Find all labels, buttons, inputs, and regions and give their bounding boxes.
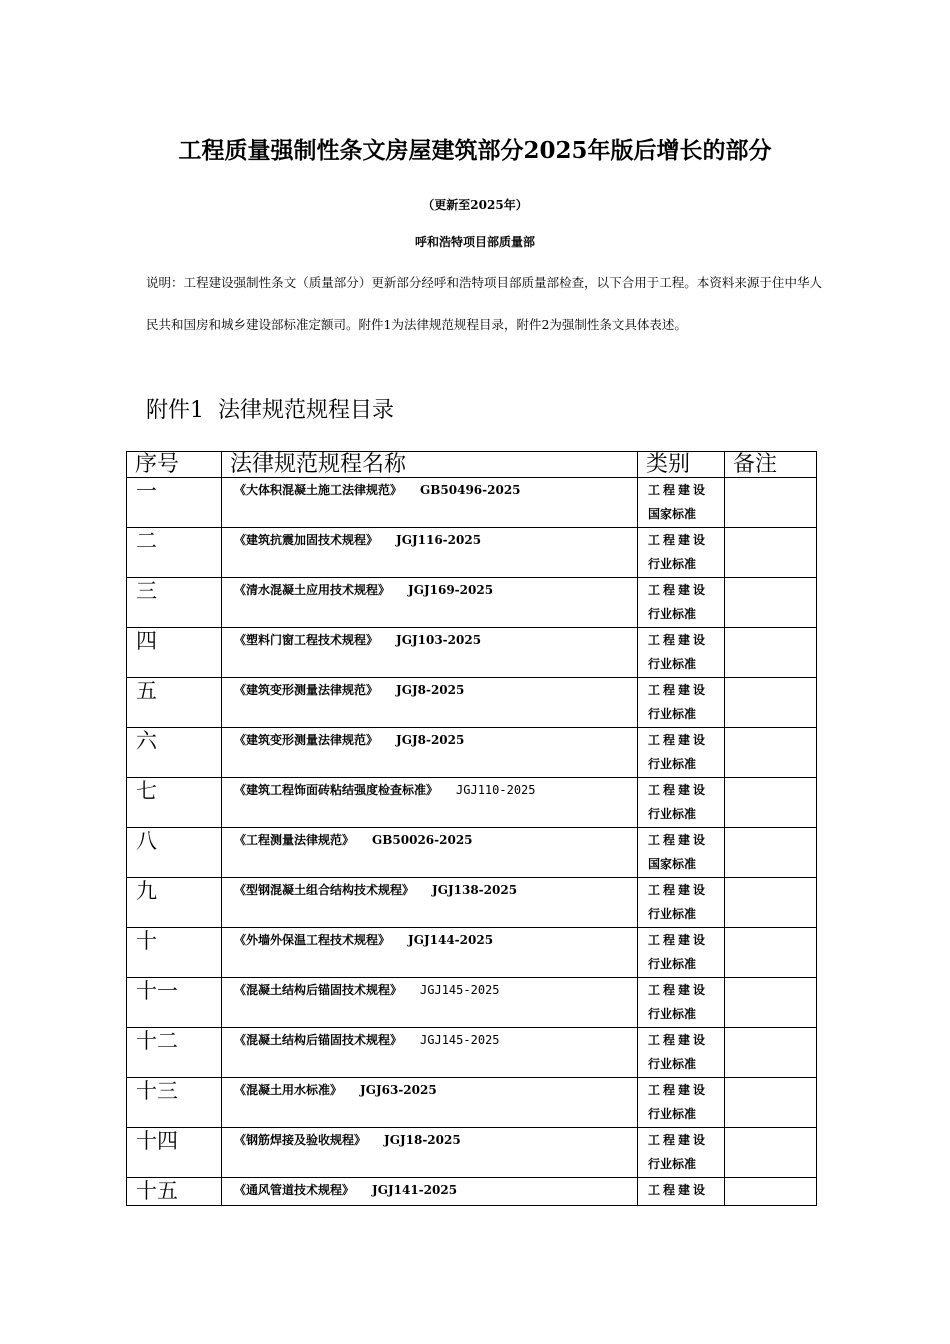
category-cell: [638, 678, 725, 728]
category-line-2: 行业标准: [648, 557, 697, 571]
regulation-code: JGJ8-2025: [396, 683, 465, 697]
description-note: 说明：工程建设强制性条文（质量部分）更新部分经呼和浩特项目部质量部检查，以下合用于工程。本资料来源于住中华人民共和国房和城乡建设部标准定额司。附件1为法律规范规程目录，附件2为强制性条文具体表述。: [146, 275, 822, 332]
regulation-code: JGJ144-2025: [408, 933, 494, 947]
organization-name: 呼和浩特项目部质量部: [414, 235, 535, 249]
table-row: [127, 1178, 817, 1206]
category-line-1: 工程建设: [648, 633, 709, 647]
regulation-code: JGJ63-2025: [360, 1083, 437, 1097]
regulation-code: JGJ145-2025: [420, 983, 500, 997]
regulation-name: 《外墙外保温工程技术规程》: [234, 933, 391, 947]
category-cell: [638, 878, 725, 928]
table-row: [127, 728, 817, 778]
category-cell: [638, 1178, 725, 1206]
document-subtitle: （更新至2025年）: [422, 198, 528, 212]
remark-cell: [725, 528, 817, 578]
regulation-name-cell: [222, 778, 638, 828]
remark-cell: [725, 778, 817, 828]
category-line-2: 国家标准: [648, 857, 697, 871]
regulation-name-cell: [222, 528, 638, 578]
remark-cell: [725, 1128, 817, 1178]
table-row: [127, 478, 817, 528]
category-cell: [638, 628, 725, 678]
remark-cell: [725, 928, 817, 978]
row-number: 四: [127, 628, 222, 678]
table-row: [127, 1078, 817, 1128]
regulation-name: 《钢筋焊接及验收规程》: [234, 1133, 367, 1147]
row-number: 五: [127, 678, 222, 728]
regulation-name-cell: [222, 978, 638, 1028]
category-cell: [638, 528, 725, 578]
category-line-1: 工程建设: [648, 1083, 709, 1097]
category-cell: [638, 778, 725, 828]
table-row: [127, 1128, 817, 1178]
regulation-table: [126, 451, 817, 1206]
table-row: [127, 678, 817, 728]
regulation-code: JGJ18-2025: [384, 1133, 461, 1147]
category-line-2: 行业标准: [648, 807, 697, 821]
category-line-2: 国家标准: [648, 507, 697, 521]
header-no: 序号: [127, 452, 222, 478]
category-line-2: 行业标准: [648, 607, 697, 621]
regulation-name: 《型钢混凝土组合结构技术规程》: [234, 883, 415, 897]
row-number: 十三: [127, 1078, 222, 1128]
category-cell: [638, 928, 725, 978]
regulation-name-cell: [222, 928, 638, 978]
regulation-name: 《混凝土用水标准》: [234, 1083, 343, 1097]
regulation-name-cell: [222, 878, 638, 928]
table-body: [127, 478, 817, 1206]
row-number: 三: [127, 578, 222, 628]
category-line-2: 行业标准: [648, 1007, 697, 1021]
category-cell: [638, 1028, 725, 1078]
category-cell: [638, 478, 725, 528]
regulation-name: 《工程测量法律规范》: [234, 833, 355, 847]
remark-cell: [725, 1178, 817, 1206]
category-line-2: 行业标准: [648, 1057, 697, 1071]
row-number: 二: [127, 528, 222, 578]
category-line-1: 工程建设: [648, 483, 709, 497]
remark-cell: [725, 978, 817, 1028]
row-number: 九: [127, 878, 222, 928]
regulation-code: JGJ145-2025: [420, 1033, 500, 1047]
annex-label: 附件1: [146, 398, 204, 423]
table-row: [127, 978, 817, 1028]
row-number: 六: [127, 728, 222, 778]
remark-cell: [725, 878, 817, 928]
category-line-1: 工程建设: [648, 1033, 709, 1047]
regulation-code: JGJ103-2025: [396, 633, 482, 647]
regulation-code: JGJ8-2025: [396, 733, 465, 747]
category-line-1: 工程建设: [648, 1133, 709, 1147]
row-number: 十四: [127, 1128, 222, 1178]
regulation-name-cell: [222, 1178, 638, 1206]
regulation-name-cell: [222, 728, 638, 778]
regulation-code: JGJ110-2025: [456, 783, 536, 797]
remark-cell: [725, 1028, 817, 1078]
header-name: 法律规范规程名称: [222, 452, 638, 478]
regulation-code: JGJ169-2025: [408, 583, 494, 597]
table-row: [127, 828, 817, 878]
regulation-name: 《建筑变形测量法律规范》: [234, 733, 379, 747]
regulation-name-cell: [222, 828, 638, 878]
regulation-name: 《建筑工程饰面砖粘结强度检查标准》: [234, 783, 439, 797]
regulation-name-cell: [222, 578, 638, 628]
category-line-1: 工程建设: [648, 933, 709, 947]
row-number: 十: [127, 928, 222, 978]
regulation-code: GB50496-2025: [420, 483, 521, 497]
category-line-2: 行业标准: [648, 657, 697, 671]
regulation-name: 《混凝土结构后锚固技术规程》: [234, 1033, 403, 1047]
category-line-2: 行业标准: [648, 907, 697, 921]
category-line-2: 行业标准: [648, 707, 697, 721]
category-line-2: 行业标准: [648, 1157, 697, 1171]
regulation-name: 《塑料门窗工程技术规程》: [234, 633, 379, 647]
category-line-2: 行业标准: [648, 957, 697, 971]
category-line-2: 行业标准: [648, 757, 697, 771]
category-cell: [638, 978, 725, 1028]
regulation-name: 《混凝土结构后锚固技术规程》: [234, 983, 403, 997]
table-row: [127, 628, 817, 678]
category-line-1: 工程建设: [648, 533, 709, 547]
category-cell: [638, 728, 725, 778]
regulation-code: JGJ138-2025: [432, 883, 518, 897]
header-category: 类别: [638, 452, 725, 478]
regulation-code: JGJ141-2025: [372, 1183, 458, 1197]
regulation-name: 《大体积混凝土施工法律规范》: [234, 483, 403, 497]
regulation-name: 《建筑抗震加固技术规程》: [234, 533, 379, 547]
table-row: [127, 578, 817, 628]
table-row: [127, 878, 817, 928]
category-line-2: 行业标准: [648, 1107, 697, 1121]
category-line-1: 工程建设: [648, 833, 709, 847]
category-line-1: 工程建设: [648, 883, 709, 897]
remark-cell: [725, 628, 817, 678]
remark-cell: [725, 578, 817, 628]
remark-cell: [725, 828, 817, 878]
table-row: [127, 778, 817, 828]
row-number: 一: [127, 478, 222, 528]
category-line-1: 工程建设: [648, 783, 709, 797]
remark-cell: [725, 678, 817, 728]
table-row: [127, 1028, 817, 1078]
regulation-name-cell: [222, 1128, 638, 1178]
row-number: 七: [127, 778, 222, 828]
annex-heading: [146, 393, 394, 424]
category-cell: [638, 828, 725, 878]
regulation-name-cell: [222, 1028, 638, 1078]
category-line-1: 工程建设: [648, 1183, 709, 1197]
category-cell: [638, 1078, 725, 1128]
annex-title: 法律规范规程目录: [218, 398, 395, 423]
regulation-code: JGJ116-2025: [396, 533, 482, 547]
regulation-name-cell: [222, 678, 638, 728]
regulation-name: 《清水混凝土应用技术规程》: [234, 583, 391, 597]
header-remark: 备注: [725, 452, 817, 478]
category-line-1: 工程建设: [648, 583, 709, 597]
category-line-1: 工程建设: [648, 983, 709, 997]
row-number: 十五: [127, 1178, 222, 1206]
regulation-name: 《建筑变形测量法律规范》: [234, 683, 379, 697]
row-number: 十一: [127, 978, 222, 1028]
remark-cell: [725, 1078, 817, 1128]
category-cell: [638, 578, 725, 628]
regulation-name-cell: [222, 628, 638, 678]
table-row: [127, 928, 817, 978]
regulation-name-cell: [222, 1078, 638, 1128]
regulation-name: 《通风管道技术规程》: [234, 1183, 355, 1197]
regulation-name-cell: [222, 478, 638, 528]
table-header-row: [127, 452, 817, 478]
remark-cell: [725, 478, 817, 528]
row-number: 十二: [127, 1028, 222, 1078]
row-number: 八: [127, 828, 222, 878]
category-cell: [638, 1128, 725, 1178]
document-title: 工程质量强制性条文房屋建筑部分2025年版后增长的部分: [178, 137, 772, 164]
category-line-1: 工程建设: [648, 733, 709, 747]
remark-cell: [725, 728, 817, 778]
regulation-code: GB50026-2025: [372, 833, 473, 847]
table-row: [127, 528, 817, 578]
category-line-1: 工程建设: [648, 683, 709, 697]
